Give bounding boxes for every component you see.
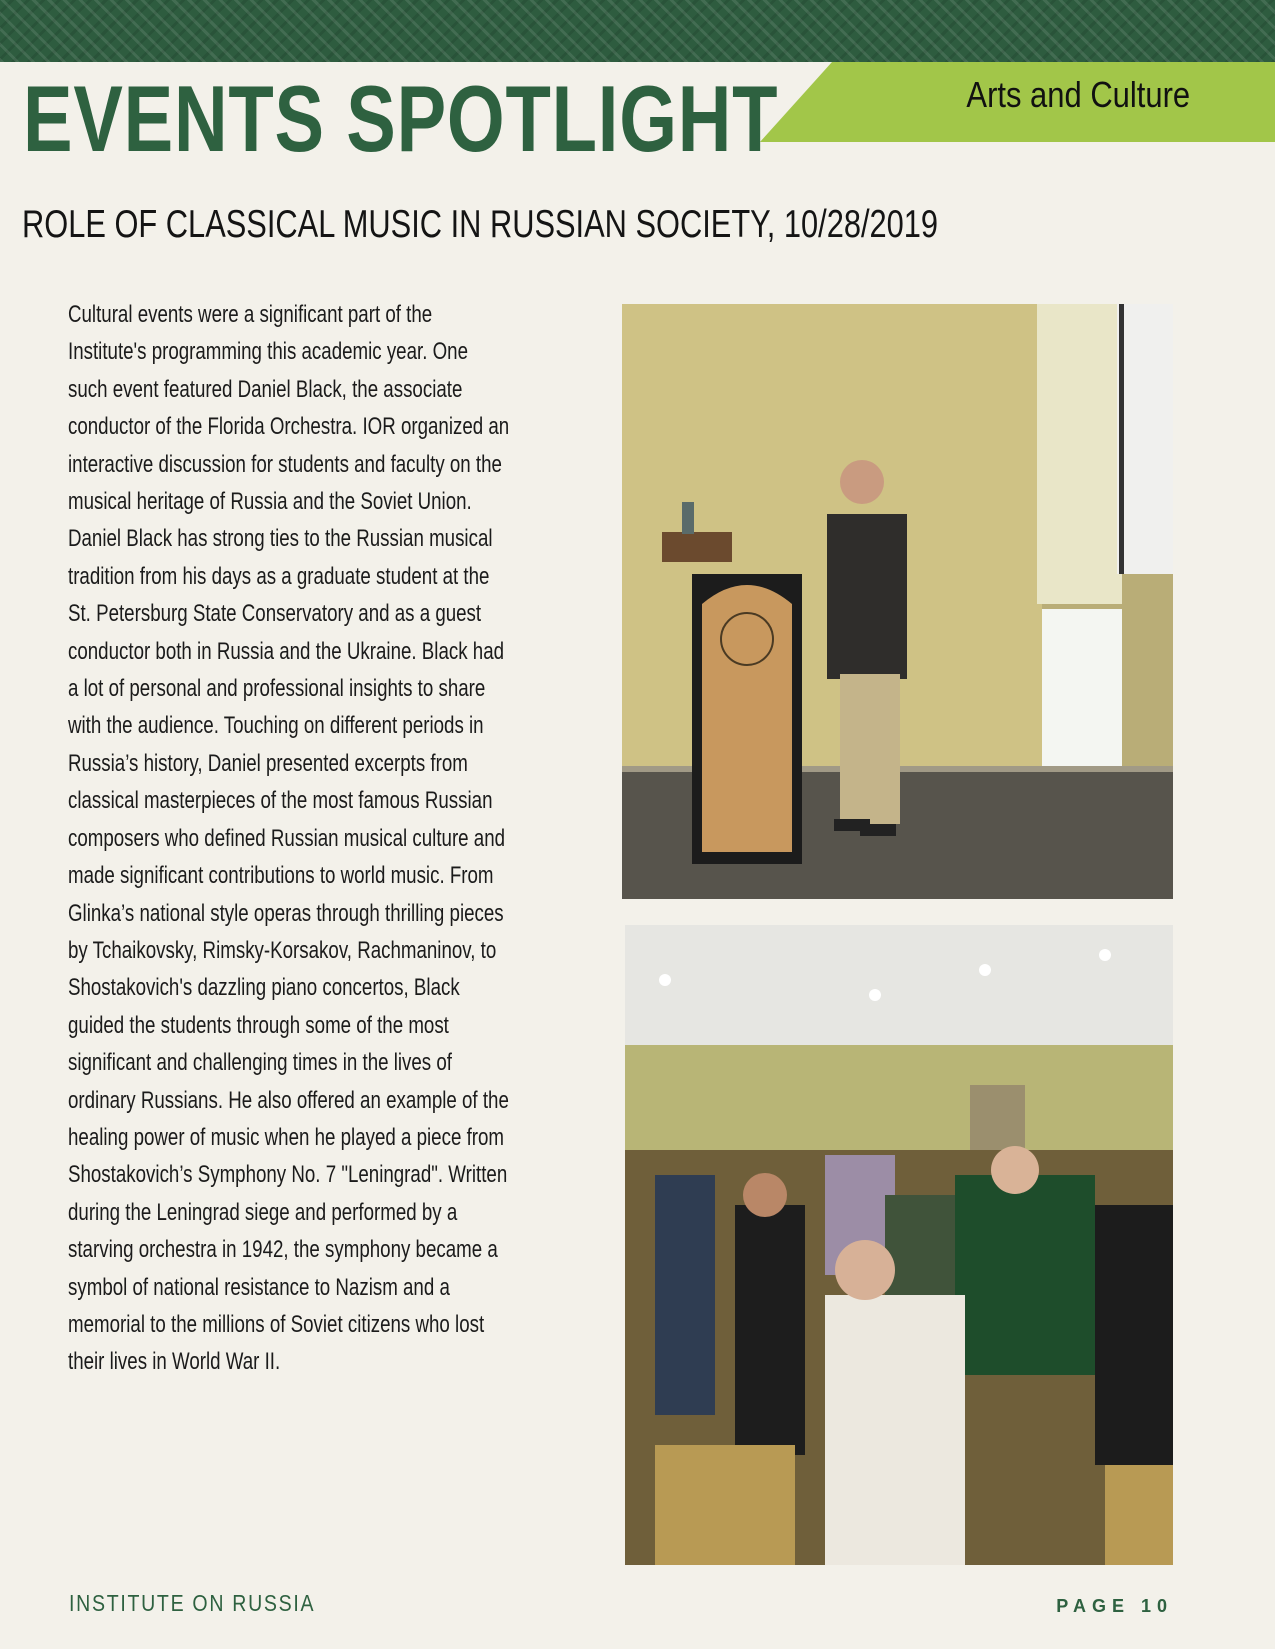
decorative-header-band [0, 0, 1275, 62]
footer-organization: INSTITUTE ON RUSSIA [69, 1590, 316, 1616]
category-label: Arts and Culture [966, 74, 1190, 115]
page-title: EVENTS SPOTLIGHT [23, 66, 779, 171]
page-number: PAGE 10 [1056, 1596, 1173, 1616]
event-heading: ROLE OF CLASSICAL MUSIC IN RUSSIAN SOCIETY, 10/28/2019 [22, 203, 939, 246]
article-body: Cultural events were a significant part of the Institute's programming this academic year. One such event featured Daniel Black, the associate conductor of the Florida Orchestra. IOR organized an interactive discussion for students and faculty on the musical heritage of Russia and the Soviet Union. Daniel Black has strong ties to the Russian musical tradition from his days as a graduate student at the St. Petersburg State Conservatory and as a guest conductor both in Russia and the Ukraine. Black had a lot of personal and professional insights to share with the audience. Touching on different periods in Russia’s history, Daniel presented excerpts from classical masterpieces of the most famous Russian composers who defined Russian musical culture and made significant contributions to world music. From Glinka’s national style operas through thrilling pieces by Tchaikovsky, Rimsky-Korsakov, Rachmaninov, to Shostakovich's dazzling piano concertos, Black guided the students through some of the most significant and challenging times in the lives of ordinary Russians. He also offered an example of the healing power of music when he played a piece from Shostakovich’s Symphony No. 7 "Leningrad". Written during the Leningrad siege and performed by a starving orchestra in 1942, the symphony became a symbol of national resistance to Nazism and a memorial to the millions of Soviet citizens who lost their lives in World War II. [68, 301, 510, 1376]
audience-photo [625, 925, 1173, 1565]
speaker-photo [622, 304, 1173, 899]
